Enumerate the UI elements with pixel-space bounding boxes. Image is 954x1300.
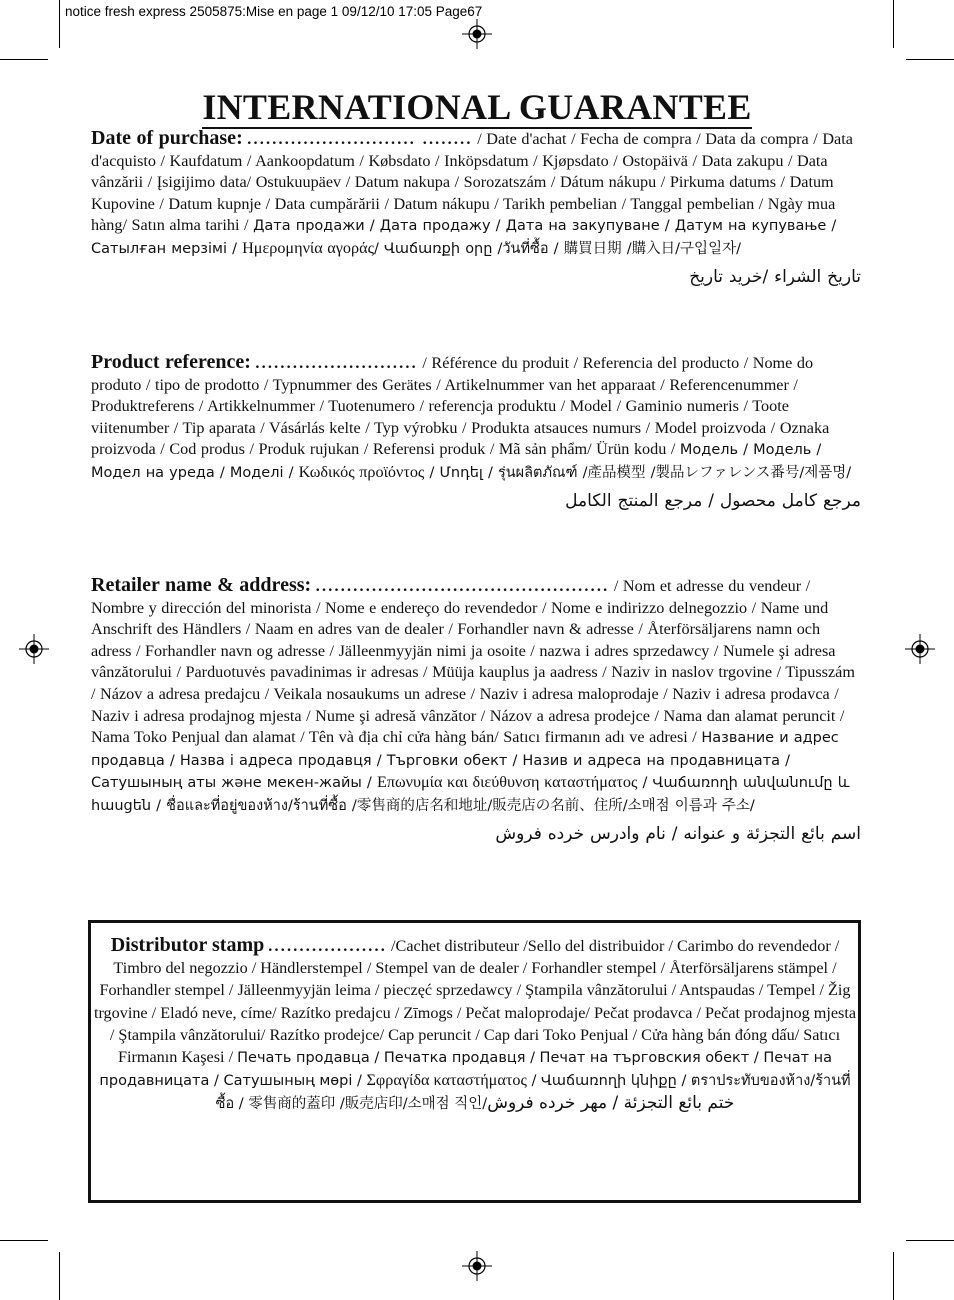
print-header: notice fresh express 2505875:Mise en page 1 09/12/10 17:05 Page67 [65,4,483,19]
translations-greek-text: Επωνυμία και διεύθυνση καταστήματος [376,773,638,792]
translations-text: / Référence du produit / Referencia del producto / Nome do produto / tipo de prodotto / Typnummer des Gerätes / Artikelnummer van het apparaat / Referencenummer / Produktreferens / Artikkelnummer / Tuotenumero / referencja produktu / Model / Gaminio numeris / Toote viitenumber / Tip aparata / Vásárlás kelte / Typ výrobku / Produkta atsauces numurs / Model proizvoda / Oznaka proizvoda / Cod produs / Produk rujukan / Referensi produk / Mã sản phẩm/ Ürün kodu / [91,354,830,459]
registration-mark-icon [905,634,935,664]
translations-cyrillic-text: Дата продажи / Дата продажу / Дата на закупуване / Датум на купување / Сатылған мерзімі / [91,218,837,257]
translations-greek-text: Ημερομηνία αγοράς [242,238,374,257]
translations-greek-text: Κωδικός προϊόντος [298,462,425,481]
crop-mark [59,1252,60,1300]
translations-rtl-text: تاريخ الشراء /خريد تاريخ [689,266,861,287]
crop-mark [0,59,48,60]
translations-text: / Nom et adresse du vendeur / Nombre y dirección del minorista / Nome e endereço do revendedor / Nome e indirizzo delnegozzio / Name und Anschrift des Händlers / Naam en adres van de dealer / Forhandler navn & adresse / Återförsäljarens namn och adress / Forhandler navn og adresse / Jälleenmyyjän nimi ja osoite / nazwa i adres sprzedawcy / Numele şi adresa vânzătorului / Parduotuvės pavadinimas ir adresas / Müüja kauplus ja aadress / Naziv in naslov trgovine / Tipusszám / Názov a adresa predajcu / Veikala nosaukums un adrese / Naziv i adresa maloprodaje / Naziv i adresa prodavca / Naziv i adresa prodajnog mjesta / Nume şi adresă vânzător / Názov a adresa prodejce / Nama dan alamat peruncit / Nama Toko Penjual dan alamat / Tên và địa chỉ cửa hàng bán/ Satıcı firmanın adı ve adresi / [91,577,855,747]
retailer-section [91,575,861,845]
distributor-stamp-section [92,934,858,1116]
product-reference-section [91,352,861,512]
product-reference-label: Product reference: [91,351,251,373]
registration-mark-icon [462,19,492,49]
crop-mark [0,1240,48,1241]
translations-text: / Date d'achat / Fecha de compra / Data da compra / Data d'acquisto / Kaufdatum / Aankoopdatum / Købsdato / Inköpsdatum / Kjøpsdato / Ostopäivä / Data zakupu / Data vânzării / Įsigijimo data/ Ostukuupäev / Datum nakupa / Sorozatszám / Dátum nákupu / Pirkuma datums / Datum Kupovine / Datum kupnje / Data cumpărării / Datum nákupu / Tarikh pembelian / Tanggal pembelian / Ngày mua hàng/ Satın alma tarihi / [91,130,853,235]
translations-asian-text: / Վաճառողի կնիքը / ตราประทับของห้าง/ร้านที่ซื้อ / 零售商的蓋印 /販売店印/소매점 직인/ [215,1073,851,1113]
translations-rtl-text: مرجع كامل محصول / مرجع المنتج الكامل [565,490,861,511]
crop-mark [906,59,954,60]
translations-cyrillic-text: Название и адрес продавца / Назва і адреса продавця / Търговки обект / Назив и адреса на продавницата / Сатушының аты және мекен-жайы / [91,730,839,792]
registration-mark-icon [462,1251,492,1281]
crop-mark [893,1252,894,1300]
fill-in-dots: .......................... [255,354,418,372]
translations-rtl-text: ختم بائع التجزئة / مهر خرده فروش [487,1093,735,1114]
retailer-name-address-label: Retailer name & address: [91,574,312,596]
date-of-purchase-label: Date of purchase: [91,127,243,149]
distributor-stamp-label: Distributor stamp [110,934,265,956]
registration-mark-icon [19,634,49,664]
translations-text: /Cachet distributeur /Sello del distribuidor / Carimbo do revendedor / Timbro del negozzio / Händlerstempel / Stempel van de dealer / Forhandler stempel / Återförsäljarens stämpel / Forhandler stempel / Jälleenmyyjän leima / pieczęć sprzedawcy / Ştampila vânzătorului / Antspaudas / Tempel / Žig trgovine / Eladó neve, címe/ Razítko predajcu / Zīmogs / Pečat maloprodaje/ Pečat prodavca / Pečat prodajnog mjesta / Ştampila vânzătorului/ Razítko prodejce/ Cap peruncit / Cap dari Toko Penjual / Cửa hàng bán đóng dấu/ Satıcı Firmanın Kaşesi / [93,937,857,1067]
fill-in-dots: ................... [268,937,387,955]
translations-cyrillic-text: Печать продавца / Печатка продавця / Печат на търговския обект / Печат на продавницата / Сатушының мөрі / [99,1050,833,1090]
translations-asian-text: / Վաճառքի օրը /วันที่ซื้อ / 購買日期 /購入日/구입일자/ [373,240,741,257]
crop-mark [893,0,894,48]
fill-in-dots: ........................... ........ [247,130,473,148]
crop-mark [59,0,60,48]
translations-greek-text: Σφραγίδα καταστήματος [366,1071,527,1090]
translations-cyrillic-text: Модель / Модель / Модел на уреда / Моделі / [91,442,822,481]
page-title: INTERNATIONAL GUARANTEE [202,87,752,127]
crop-mark [906,1240,954,1241]
translations-rtl-text: اسم بائع التجزئة و عنوانه / نام وادرس خرده فروش [495,823,861,844]
fill-in-dots: ............................................... [315,577,610,595]
date-of-purchase-section [91,128,861,288]
translations-asian-text: / Մոդել / รุ่นผลิตภัณฑ์ /產品模型 /製品レファレンス番号/제품명/ [424,464,852,481]
translations-asian-text: / Վաճառողի անվանումը և հասցեն / ชื่อและที่อยู่ของห้าง/ร้านที่ซื้อ /零售商的店名和地址/販売店の名前、住所/소매점 이름과 주소/ [91,775,850,814]
